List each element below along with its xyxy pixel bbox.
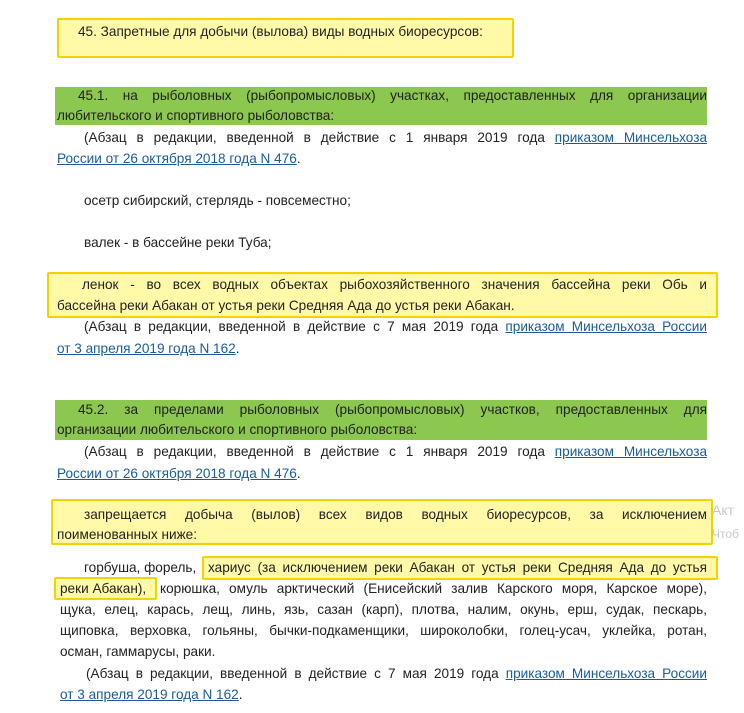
- list-item-sturgeon: осетр сибирский, стерлядь - повсеместно;: [84, 193, 351, 208]
- note-45-2b-line-1: [86, 663, 707, 685]
- species-line-1-start: горбуша, форель,: [84, 560, 197, 575]
- note-45-2-line-2: [57, 463, 301, 485]
- note-45-1-line-2: [57, 148, 301, 170]
- section-title: 45. Запретные для добычи (вылова) виды водных биоресурсов:: [78, 24, 483, 39]
- note-end: .: [296, 151, 301, 166]
- species-line-3: щука, елец, карась, лещ, линь, язь, сазан (карп), плотва, налим, окунь, ерш, судак, пескарь,: [60, 602, 707, 617]
- note-text: (Абзац в редакции, введенной в действие с 1 января 2019 года: [84, 130, 545, 145]
- note-45-1-line-1: [84, 127, 707, 149]
- order-162-link-part-1[interactable]: приказом Минсельхоза России: [505, 666, 707, 681]
- note-45-2-line-1: [84, 441, 707, 463]
- section-45-2-heading-line-2: организации любительского и спортивного рыболовства:: [57, 422, 418, 437]
- species-line-2-grayling-end: реки Абакан),: [60, 581, 147, 596]
- note-45-2b-line-2: [60, 684, 243, 706]
- order-162-link-part-2[interactable]: от 3 апреля 2019 года N 162: [57, 341, 236, 356]
- order-476-link-part-1[interactable]: приказом Минсельхоза: [554, 444, 708, 459]
- order-476-link-part-2[interactable]: России от 26 октября 2018 года N 476: [57, 466, 297, 481]
- list-item-valek: валек - в бассейне реки Туба;: [84, 235, 272, 250]
- section-45-1-heading-line-1: 45.1. на рыболовных (рыбопромысловых) участках, предоставленных для организации: [78, 88, 707, 103]
- note-end: .: [238, 687, 243, 702]
- note-45-1b-line-1: [84, 316, 707, 338]
- activation-watermark-line-1: Акт: [712, 502, 735, 518]
- order-476-link-part-1[interactable]: приказом Минсельхоза: [554, 130, 708, 145]
- note-text: (Абзац в редакции, введенной в действие с 7 мая 2019 года: [84, 319, 499, 334]
- order-162-link-part-1[interactable]: приказом Минсельхоза России: [505, 319, 707, 334]
- note-end: .: [235, 341, 240, 356]
- list-item-lenok-line-1: ленок - во всех водных объектах рыбохозяйственного значения бассейна реки Обь и: [82, 277, 707, 292]
- order-162-link-part-2[interactable]: от 3 апреля 2019 года N 162: [60, 687, 239, 702]
- list-item-lenok-line-2: бассейна реки Абакан от устья реки Средняя Ада до устья реки Абакан.: [57, 298, 515, 313]
- activation-watermark-line-2: Чтоб: [712, 527, 739, 541]
- ban-line-2: поименованных ниже:: [57, 527, 198, 542]
- note-end: .: [296, 466, 301, 481]
- species-line-2: корюшка, омуль арктический (Енисейский залив Карского моря, Карское море),: [160, 581, 707, 596]
- note-text: (Абзац в редакции, введенной в действие с 7 мая 2019 года: [86, 666, 499, 681]
- order-476-link-part-2[interactable]: России от 26 октября 2018 года N 476: [57, 151, 297, 166]
- note-45-1b-line-2: [57, 338, 240, 360]
- ban-line-1: запрещается добыча (вылов) всех видов водных биоресурсов, за исключением: [84, 507, 707, 522]
- species-line-1-grayling: хариус (за исключением реки Абакан от устья реки Средняя Ада до устья: [208, 560, 707, 575]
- section-45-1-heading-line-2: любительского и спортивного рыболовства:: [57, 108, 335, 123]
- species-line-4: щиповка, верховка, гольяны, бычки-подкаменщики, широколобки, голец-усач, уклейка, ротан,: [60, 623, 707, 638]
- note-text: (Абзац в редакции, введенной в действие с 1 января 2019 года: [84, 444, 545, 459]
- section-45-2-heading-line-1: 45.2. за пределами рыболовных (рыбопромысловых) участков, предоставленных для: [78, 402, 707, 417]
- species-line-5: осман, гаммарусы, раки.: [60, 644, 216, 659]
